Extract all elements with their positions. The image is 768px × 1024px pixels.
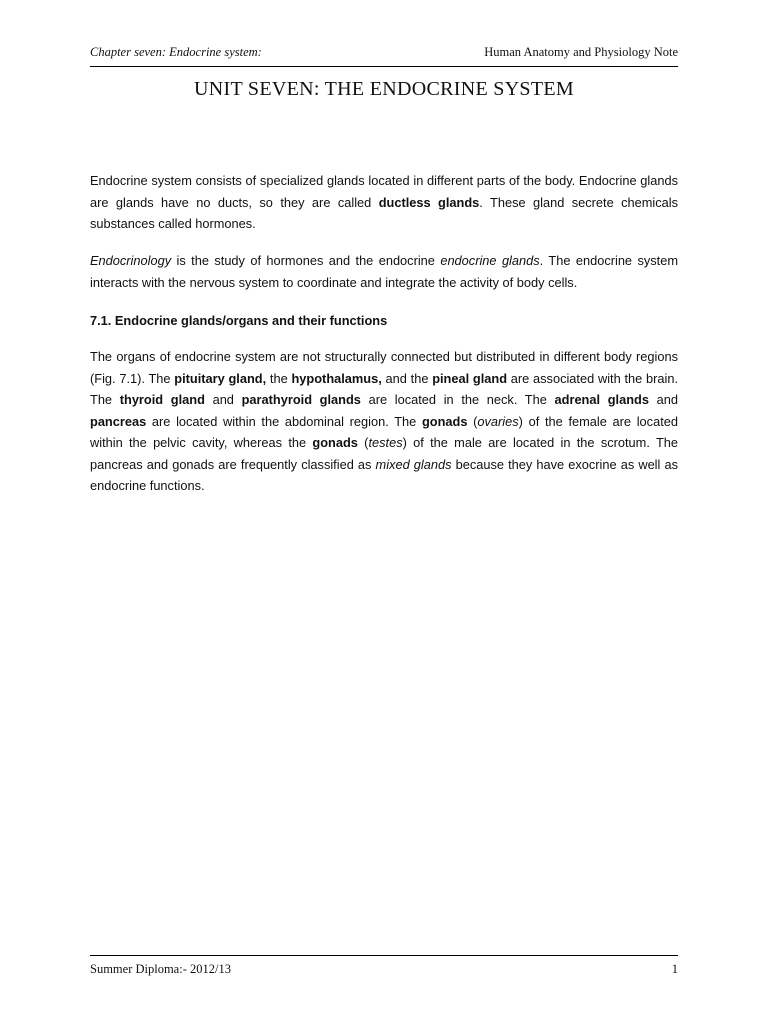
paragraph-endocrinology: Endocrinology is the study of hormones and the endocrine endocrine glands. The endocrine system interacts with the nervous system to coordinate and integrate the activity of body cells. [90, 253, 678, 290]
page-footer [90, 962, 678, 982]
header-divider [90, 66, 678, 67]
footer-divider [90, 955, 678, 956]
page-header [90, 45, 678, 65]
term-ductless-glands: ductless glands [378, 194, 480, 210]
term-endocrinology: Endocrinology [90, 253, 172, 268]
paragraph-intro: Endocrine system consists of specialized glands located in different parts of the body. Endocrine glands are glands have no ducts, so they are called ductless glands. These gland secrete chemicals substances called hormones. [90, 173, 678, 231]
header-course: Human Anatomy and Physiology Note [484, 45, 678, 59]
footer-term: Summer Diploma:- 2012/13 [90, 962, 231, 976]
section-heading: 7.1. Endocrine glands/organs and their functions [90, 313, 388, 328]
term-endocrine-glands: endocrine glands [440, 253, 540, 268]
paragraph-organs: The organs of endocrine system are not structurally connected but distributed in different body regions (Fig. 7.1). The pituitary gland, the hypothalamus, and the pineal gland are associated with the brain. The thyroid gland and parathyroid glands are located in the neck. The adrenal glands and pancreas are located within the abdominal region. The gonads (ovaries) of the female are located within the pelvic cavity, whereas the gonads (testes) of the male are located in the scrotum. The pancreas and gonads are frequently classified as mixed glands because they have exocrine as well as endocrine functions. [90, 349, 679, 493]
header-chapter: Chapter seven: Endocrine system: [90, 45, 262, 59]
page-title: UNIT SEVEN: THE ENDOCRINE SYSTEM [194, 78, 574, 100]
page-number: 1 [671, 962, 678, 976]
